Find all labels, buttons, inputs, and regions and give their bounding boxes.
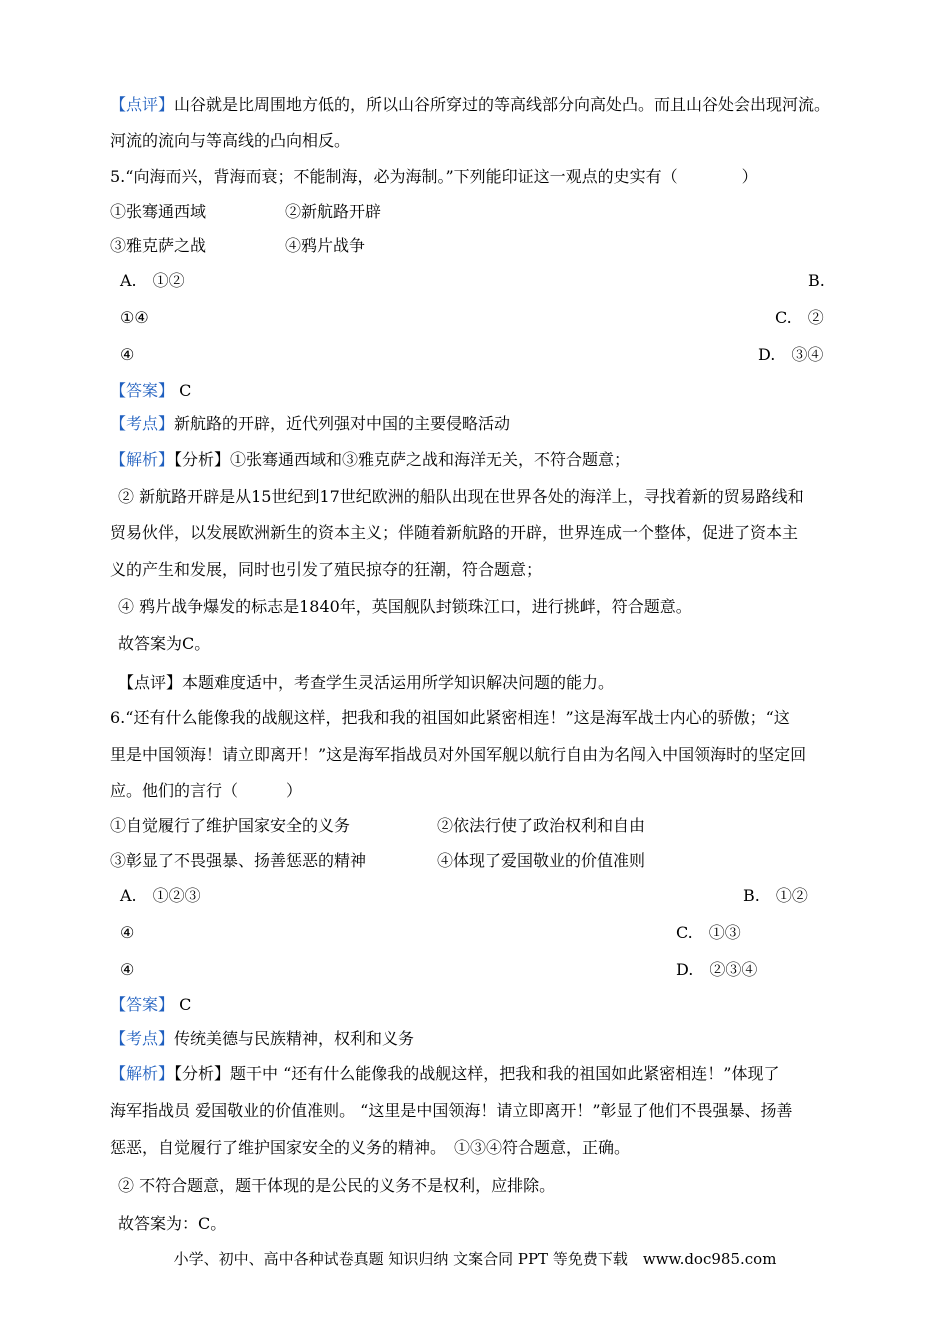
answer-tag: 【答案】	[110, 381, 175, 400]
q6-conclusion: 故答案为：C。	[118, 1214, 227, 1233]
q5-stem: 5.“向海而兴，背海而衰；不能制海，必为海制。”下列能印证这一观点的史实有（ ）	[110, 167, 758, 186]
q5-analysis-4: 义的产生和发展，同时也引发了殖民掠夺的狂潮，符合题意；	[110, 560, 543, 579]
q6-item-3: ③彰显了不畏强暴、扬善惩恶的精神	[110, 851, 367, 870]
comment-tag: 【点评】	[118, 673, 183, 692]
jiexi-tag: 【解析】	[110, 1064, 175, 1083]
q5-option-c: C. ②	[775, 308, 824, 327]
page-footer: 小学、初中、高中各种试卷真题 知识归纳 文案合同 PPT 等免费下载 www.doc985.com	[173, 1250, 777, 1268]
answer-tag: 【答案】	[110, 995, 175, 1014]
q6-option-d: D. ②③④	[676, 960, 758, 979]
q5-item-1: ①张骞通西域	[110, 202, 207, 221]
q5-item-4: ④鸦片战争	[285, 236, 366, 255]
q5-option-d: D. ③④	[758, 345, 824, 364]
comment-tag: 【点评】	[110, 95, 175, 114]
q6-analysis-1: 【解析】【分析】题干中 “还有什么能像我的战舰这样，把我和我的祖国如此紧密相连！”体现了	[110, 1064, 780, 1083]
q6-stem-3: 应。他们的言行（ ）	[110, 781, 303, 800]
intro-comment-line-1: 【点评】山谷就是比周围地方低的，所以山谷所穿过的等高线部分向高处凸。而且山谷处会出现河流。	[110, 95, 831, 114]
q5-analysis-5: ④ 鸦片战争爆发的标志是1840年，英国舰队封锁珠江口，进行挑衅，符合题意。	[118, 597, 692, 616]
q6-option-c: C. ①③	[676, 923, 741, 942]
q6-option-b-cont: ④	[120, 923, 135, 942]
q6-option-c-cont: ④	[120, 960, 135, 979]
q6-analysis-4: ② 不符合题意，题干体现的是公民的义务不是权利，应排除。	[118, 1176, 556, 1195]
q6-stem-1: 6.“还有什么能像我的战舰这样，把我和我的祖国如此紧密相连！”这是海军战士内心的骄傲；“这	[110, 708, 790, 727]
jiexi-tag: 【解析】	[110, 450, 175, 469]
q6-analysis-2: 海军指战员 爱国敬业的价值准则。 “这里是中国领海！请立即离开！”彰显了他们不畏强暴、扬善	[110, 1101, 793, 1120]
q6-item-4: ④体现了爱国敬业的价值准则	[437, 851, 646, 870]
q6-item-1: ①自觉履行了维护国家安全的义务	[110, 816, 351, 835]
kaodian-tag: 【考点】	[110, 414, 175, 433]
kaodian-tag: 【考点】	[110, 1029, 175, 1048]
q5-dianping: 【点评】本题难度适中，考查学生灵活运用所学知识解决问题的能力。	[118, 673, 615, 692]
q5-analysis-1: 【解析】【分析】①张骞通西域和③雅克萨之战和海洋无关，不符合题意；	[110, 450, 631, 469]
q6-item-2: ②依法行使了政治权利和自由	[437, 816, 646, 835]
q6-answer: 【答案】 C	[110, 995, 192, 1014]
intro-comment-line-2: 河流的流向与等高线的凸向相反。	[110, 131, 351, 150]
q6-kaodian: 【考点】传统美德与民族精神，权利和义务	[110, 1029, 415, 1048]
q5-analysis-2: ② 新航路开辟是从15世纪到17世纪欧洲的船队出现在世界各处的海洋上，寻找着新的贸易路线和	[118, 487, 804, 506]
q5-answer: 【答案】 C	[110, 381, 192, 400]
q6-stem-2: 里是中国领海！请立即离开！”这是海军指战员对外国军舰以航行自由为名闯入中国领海时的坚定回	[110, 745, 807, 764]
q5-kaodian: 【考点】新航路的开辟，近代列强对中国的主要侵略活动	[110, 414, 511, 433]
q5-item-2: ②新航路开辟	[285, 202, 382, 221]
q5-analysis-3: 贸易伙伴，以发展欧洲新生的资本主义；伴随着新航路的开辟，世界连成一个整体，促进了资本主	[110, 523, 799, 542]
q5-option-b-cont: ①④	[120, 308, 149, 327]
q5-conclusion: 故答案为C。	[118, 634, 211, 653]
q6-analysis-3: 惩恶，自觉履行了维护国家安全的义务的精神。 ①③④符合题意，正确。	[110, 1138, 631, 1157]
q6-option-b: B. ①②	[743, 886, 808, 905]
q5-option-b: B.	[808, 271, 825, 290]
q5-option-c-cont: ④	[120, 345, 135, 364]
q6-option-a: A. ①②③	[120, 886, 201, 905]
q5-item-3: ③雅克萨之战	[110, 236, 207, 255]
q5-option-a: A. ①②	[120, 271, 185, 290]
